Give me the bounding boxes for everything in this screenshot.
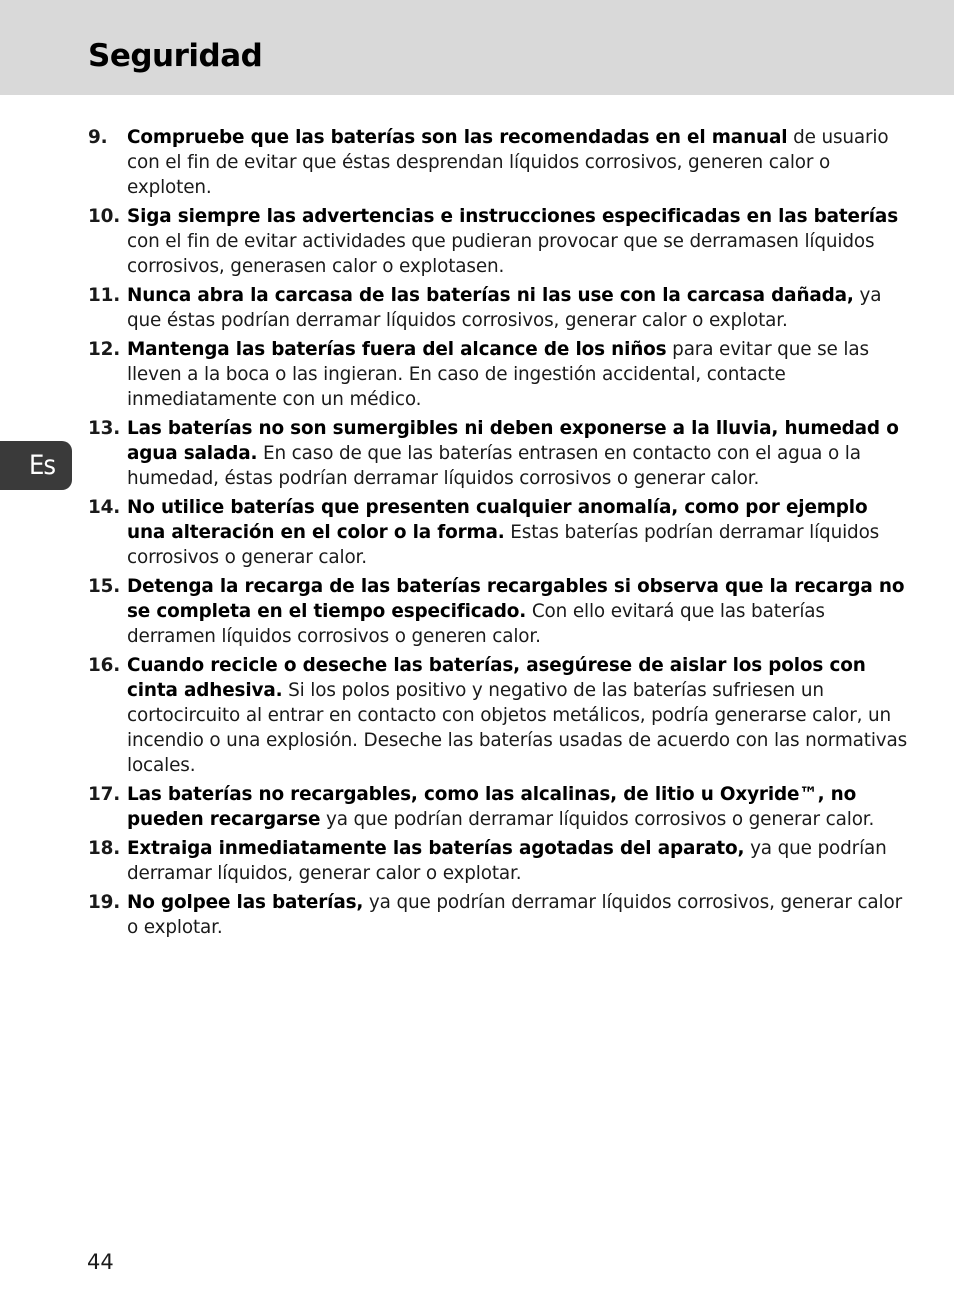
item-number: 10. (88, 206, 121, 227)
item-text (127, 653, 908, 778)
item-text (127, 125, 908, 200)
item-text (127, 337, 908, 412)
item-text (127, 574, 908, 649)
item-bold-text: No golpee las baterías, (127, 892, 364, 913)
item-regular-text: Si los polos positivo y negativo de las baterías sufriesen un cortocircuito al entrar en contacto con objetos metálicos, podría generarse calor, un incendio o una explosión. Deseche las baterías usadas de acuerdo con las normativas locales. (127, 680, 908, 776)
item-regular-text: Con ello evitará que las baterías derramen líquidos corrosivos o generen calor. (127, 601, 825, 647)
item-bold-text: Cuando recicle o deseche las baterías, asegúrese de aislar los polos con cinta adhesiva. (127, 655, 866, 701)
item-regular-text: ya que podrían derramar líquidos corrosivos, generar calor o explotar. (127, 892, 903, 938)
list-item (88, 574, 908, 649)
item-regular-text: ya que podrían derramar líquidos corrosivos o generar calor. (320, 809, 875, 830)
item-number: 16. (88, 655, 121, 676)
item-regular-text: ya que podrían derramar líquidos, generar calor o explotar. (127, 838, 887, 884)
item-text (127, 495, 908, 570)
item-number: 14. (88, 497, 121, 518)
list-item (88, 495, 908, 570)
item-bold-text: Mantenga las baterías fuera del alcance de los niños (127, 339, 667, 360)
item-bold-text: Siga siempre las advertencias e instrucciones especificadas en las baterías (127, 206, 898, 227)
item-bold-text: Detenga la recarga de las baterías recargables si observa que la recarga no se completa en el tiempo especificado. (127, 576, 905, 622)
item-number: 15. (88, 576, 121, 597)
page-number: 44 (87, 1250, 114, 1274)
item-number: 12. (88, 339, 121, 360)
item-number: 9. (88, 127, 108, 148)
item-regular-text: ya que éstas podrían derramar líquidos corrosivos, generar calor o explotar. (127, 285, 882, 331)
item-text (127, 283, 908, 333)
item-regular-text: Estas baterías podrían derramar líquidos corrosivos o generar calor. (127, 522, 880, 568)
list-item (88, 337, 908, 412)
item-text (127, 204, 908, 279)
item-number: 18. (88, 838, 121, 859)
item-regular-text: En caso de que las baterías entrasen en contacto con el agua o la humedad, éstas podrían derramar líquidos corrosivos o generar calor. (127, 443, 861, 489)
list-item (88, 416, 908, 491)
item-bold-text: Las baterías no recargables, como las alcalinas, de litio u Oxyride™, no pueden recargarse (127, 784, 857, 830)
item-text (127, 836, 908, 886)
item-number: 11. (88, 285, 121, 306)
item-text (127, 416, 908, 491)
safety-list (88, 125, 908, 944)
language-tab: Es (0, 441, 72, 490)
list-item (88, 890, 908, 940)
item-regular-text: de usuario con el fin de evitar que éstas desprendan líquidos corrosivos, generen calor o exploten. (127, 127, 889, 198)
item-bold-text: Las baterías no son sumergibles ni deben exponerse a la lluvia, humedad o agua salada. (127, 418, 899, 464)
list-item (88, 782, 908, 832)
item-number: 17. (88, 784, 121, 805)
item-bold-text: Nunca abra la carcasa de las baterías ni las use con la carcasa dañada, (127, 285, 854, 306)
list-item (88, 204, 908, 279)
item-bold-text: Compruebe que las baterías son las recomendadas en el manual (127, 127, 788, 148)
list-item (88, 836, 908, 886)
item-bold-text: No utilice baterías que presenten cualquier anomalía, como por ejemplo una alteración en el color o la forma. (127, 497, 868, 543)
list-item (88, 125, 908, 200)
item-regular-text: para evitar que se las lleven a la boca o las ingieran. En caso de ingestión accidental, contacte inmediatamente con un médico. (127, 339, 869, 410)
item-regular-text: con el fin de evitar actividades que pudieran provocar que se derramasen líquidos corrosivos, generasen calor o explotasen. (127, 231, 875, 277)
list-item (88, 283, 908, 333)
list-item (88, 653, 908, 778)
item-bold-text: Extraiga inmediatamente las baterías agotadas del aparato, (127, 838, 745, 859)
item-number: 13. (88, 418, 121, 439)
item-text (127, 782, 908, 832)
item-number: 19. (88, 892, 121, 913)
item-text (127, 890, 908, 940)
page-title: Seguridad (88, 38, 263, 74)
